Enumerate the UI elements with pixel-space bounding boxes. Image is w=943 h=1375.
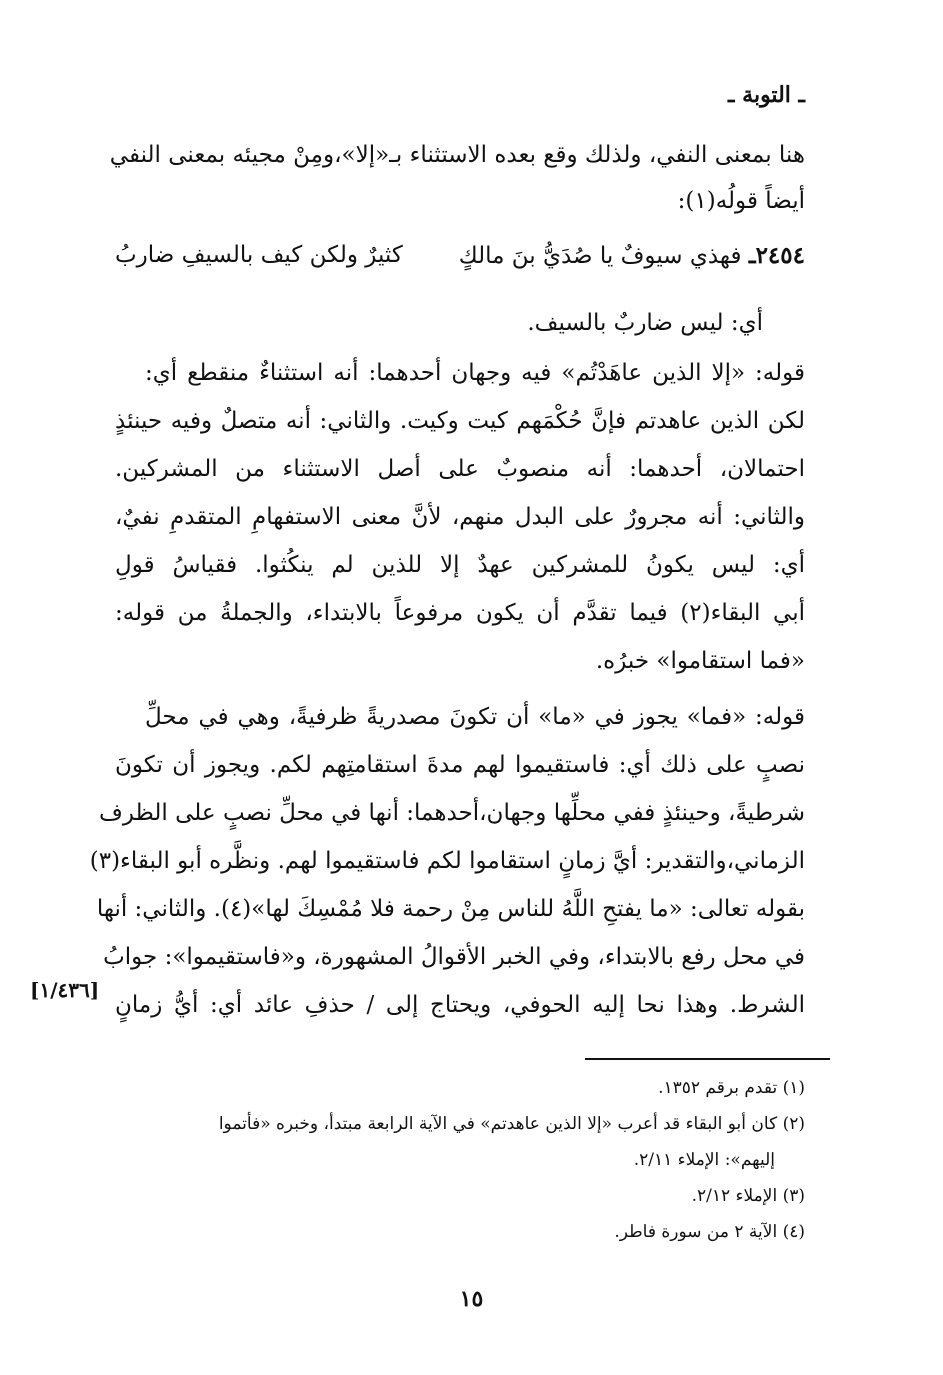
text-line: قوله: «فما» يجوز في «ما» أن تكونَ مصدريةً ظرفيةً، وهي في محلِّ (145, 704, 805, 730)
footnote-divider (585, 1058, 830, 1060)
text-line: لكن الذين عاهدتم فإنَّ حُكْمَهم كيت وكيت. والثاني: أنه متصلٌ وفيه حينئذٍ (115, 408, 805, 434)
manuscript-folio-reference: [١/٤٣٦] (30, 978, 100, 1002)
text-line: أبي البقاء(٢) فيما تقدَّم أن يكون مرفوعاً بالابتداء، والجملةُ من قوله: (115, 600, 806, 626)
footnote: (٤) الآية ٢ من سورة فاطر. (614, 1222, 805, 1242)
text-line: والثاني: أنه مجرورٌ على البدل منهم، لأنَّ معنى الاستفهامِ المتقدمِ نفيٌ، (115, 504, 805, 530)
text-line: نصبٍ على ذلك أي: فاستقيموا لهم مدةَ استقامتِهم لكم. ويجوز أن تكونَ (115, 752, 805, 778)
text-line: أي: ليس ضاربٌ بالسيف. (527, 310, 763, 336)
text-line: أي: ليس يكونُ للمشركين عهدٌ إلا للذين لم ينكُثوا. فقياسُ قولِ (115, 552, 805, 578)
text-line: الزماني،والتقدير: أيَّ زمانٍ استقاموا لكم فاستقيموا لهم. ونظَّره أبو البقاء(٣) (89, 848, 805, 874)
running-header: ـ التوبة ـ (728, 82, 805, 108)
text-line: قوله: «إلا الذين عاهَدْتُم» فيه وجهان أحدهما: أنه استثناءٌ منقطع أي: (145, 360, 805, 386)
verse-number: ٢٤٥٤ـ (748, 242, 805, 269)
footnote: (٣) الإملاء ٢/١٢. (691, 1186, 805, 1206)
text-line: هنا بمعنى النفي، ولذلك وقع بعده الاستثناء بـ«إلا»،ومِنْ مجيئه بمعنى النفي (109, 142, 805, 168)
text-line: «فما استقاموا» خبرُه. (595, 648, 805, 674)
text-line: شرطيةً، وحينئذٍ ففي محلِّها وجهان،أحدهما: أنها في محلِّ نصبٍ على الظرف (99, 800, 805, 826)
poetry-verse (115, 242, 805, 269)
verse-second-hemistich: كثيرٌ ولكن كيف بالسيفِ ضاربُ (115, 242, 403, 268)
footnote-continuation: إليهم»: الإملاء ٢/١١. (633, 1150, 775, 1170)
text-line: الشرط. وهذا نحا إليه الحوفي، ويحتاج إلى / حذفِ عائد أي: أيُّ زمانٍ (115, 992, 805, 1018)
page-number: ١٥ (459, 1286, 484, 1312)
text-line: في محل رفع بالابتداء، وفي الخبر الأقوالُ المشهورة، و«فاستقيموا»: جوابُ (103, 944, 805, 970)
text-line: بقوله تعالى: «ما يفتحِ اللَّهُ للناس مِنْ رحمة فلا مُمْسِكَ لها»(٤). والثاني: أنها (96, 896, 805, 922)
text-line: أيضاً قولُه(١): (677, 188, 805, 214)
footnote: (٢) كان أبو البقاء قد أعرب «إلا الذين عاهدتم» في الآية الرابعة مبتدأ، وخبره «فأتموا (218, 1114, 805, 1134)
verse-first-hemistich: ٢٤٥٤ـ فهذي سيوفٌ يا صُدَيُّ بنَ مالكٍ (458, 242, 805, 269)
footnote: (١) تقدم برقم ١٣٥٢. (658, 1078, 805, 1098)
text-line: احتمالان، أحدهما: أنه منصوبٌ على أصل الاستثناء من المشركين. (115, 456, 805, 482)
